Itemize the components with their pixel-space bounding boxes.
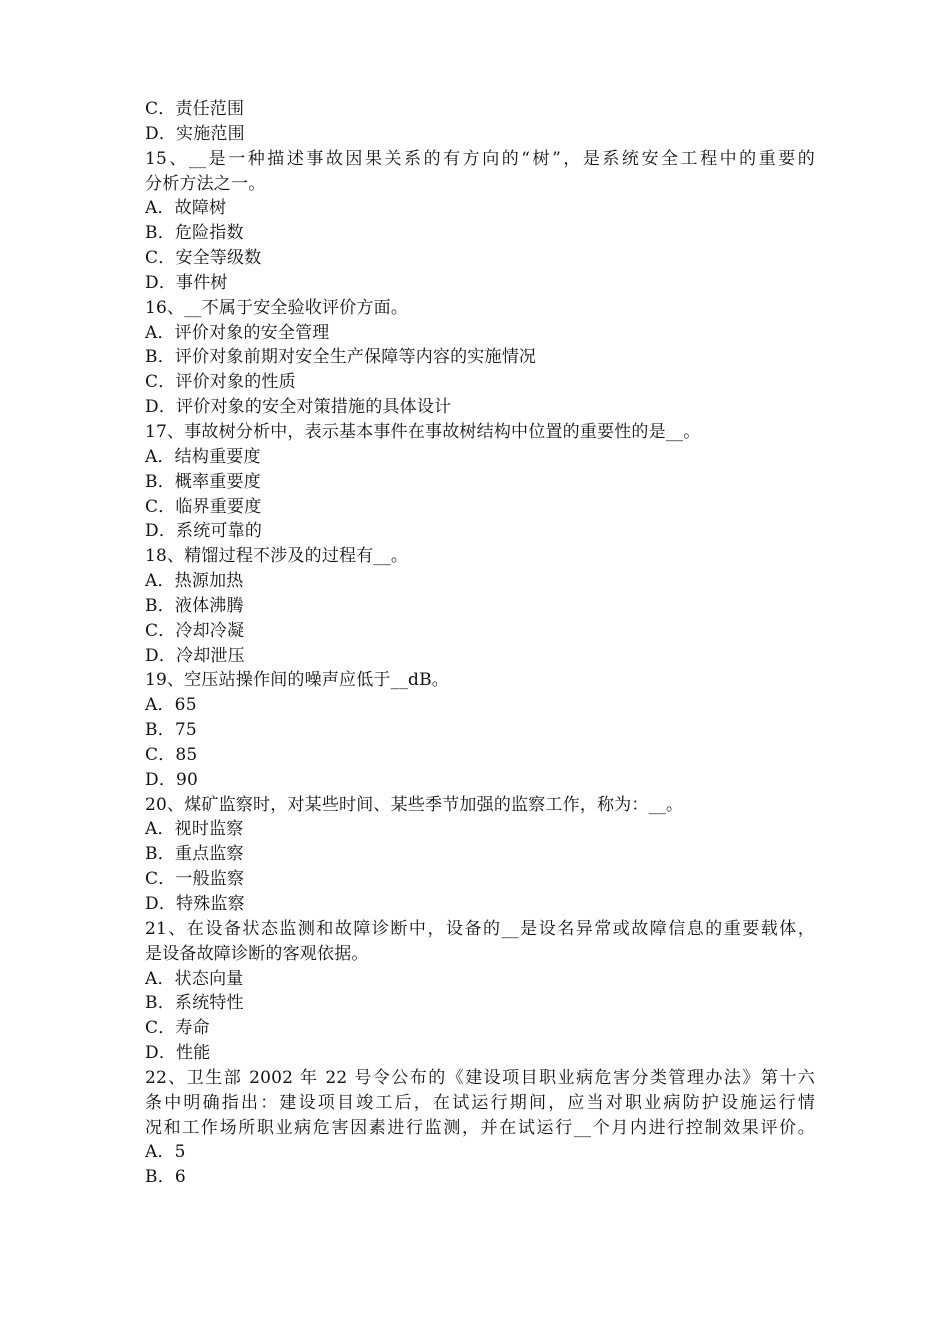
- answer-option: A．故障树: [145, 198, 227, 219]
- answer-option: B．6: [145, 1167, 186, 1188]
- question-text-line: 17、事故树分析中，表示基本事件在事故树结构中位置的重要性的是__。: [145, 421, 701, 442]
- answer-option: C．评价对象的性质: [145, 372, 296, 393]
- answer-option: A．评价对象的安全管理: [145, 322, 330, 343]
- answer-option: C．85: [145, 744, 198, 765]
- answer-option: B．概率重要度: [145, 471, 261, 492]
- question-text-line: 16、__不属于安全验收评价方面。: [145, 297, 409, 318]
- question-text-line: 分析方法之一。: [145, 173, 266, 194]
- answer-option: A．热源加热: [145, 571, 244, 592]
- answer-option: B．75: [145, 720, 197, 741]
- answer-option: B．危险指数: [145, 223, 244, 244]
- answer-option: D．特殊监察: [145, 894, 245, 914]
- answer-option: D．90: [145, 769, 199, 790]
- answer-option: A．视时监察: [145, 819, 244, 840]
- question-text-line: 条中明确指出：建设项目竣工后，在试运行期间，应当对职业病防护设施运行情: [145, 1092, 815, 1113]
- answer-option: C．临界重要度: [145, 496, 262, 517]
- answer-option: D．事件树: [145, 272, 228, 293]
- answer-option: C．寿命: [145, 1018, 210, 1039]
- answer-option: A．结构重要度: [145, 446, 261, 467]
- answer-option: C．安全等级数: [145, 248, 262, 269]
- answer-option: D．系统可靠的: [145, 521, 263, 542]
- answer-option: C．冷却冷凝: [145, 620, 245, 641]
- question-text-line: 18、精馏过程不涉及的过程有__。: [145, 546, 409, 567]
- question-text-line: 况和工作场所职业病危害因素进行监测，并在试运行__个月内进行控制效果评价。: [145, 1117, 815, 1138]
- question-text-line: 15、__是一种描述事故因果关系的有方向的“树”，是系统安全工程中的重要的: [145, 148, 815, 169]
- answer-option: C．责任范围: [145, 99, 245, 119]
- answer-option: A．状态向量: [145, 968, 244, 989]
- answer-option: A．65: [145, 695, 197, 716]
- question-text-line: 20、煤矿监察时，对某些时间、某些季节加强的监察工作，称为：__。: [145, 794, 684, 815]
- exam-question-list: [145, 97, 815, 1190]
- answer-option: B．重点监察: [145, 844, 244, 865]
- question-text-line: 是设备故障诊断的客观依据。: [145, 943, 369, 964]
- answer-option: A．5: [145, 1142, 186, 1163]
- answer-option: B．评价对象前期对安全生产保障等内容的实施情况: [145, 347, 537, 368]
- answer-option: B．液体沸腾: [145, 595, 244, 616]
- answer-option: D．评价对象的安全对策措施的具体设计: [145, 397, 452, 418]
- answer-option: C．一般监察: [145, 869, 245, 890]
- answer-option: D．实施范围: [145, 123, 245, 144]
- answer-option: B．系统特性: [145, 993, 244, 1014]
- answer-option: D．性能: [145, 1043, 211, 1064]
- answer-option: D．冷却泄压: [145, 645, 245, 666]
- question-text-line: 22、卫生部 2002 年 22 号令公布的《建设项目职业病危害分类管理办法》第十六: [145, 1067, 815, 1088]
- question-text-line: 21、在设备状态监测和故障诊断中，设备的__是设名异常或故障信息的重要载体，: [145, 918, 815, 939]
- question-text-line: 19、空压站操作间的噪声应低于__dB。: [145, 670, 450, 691]
